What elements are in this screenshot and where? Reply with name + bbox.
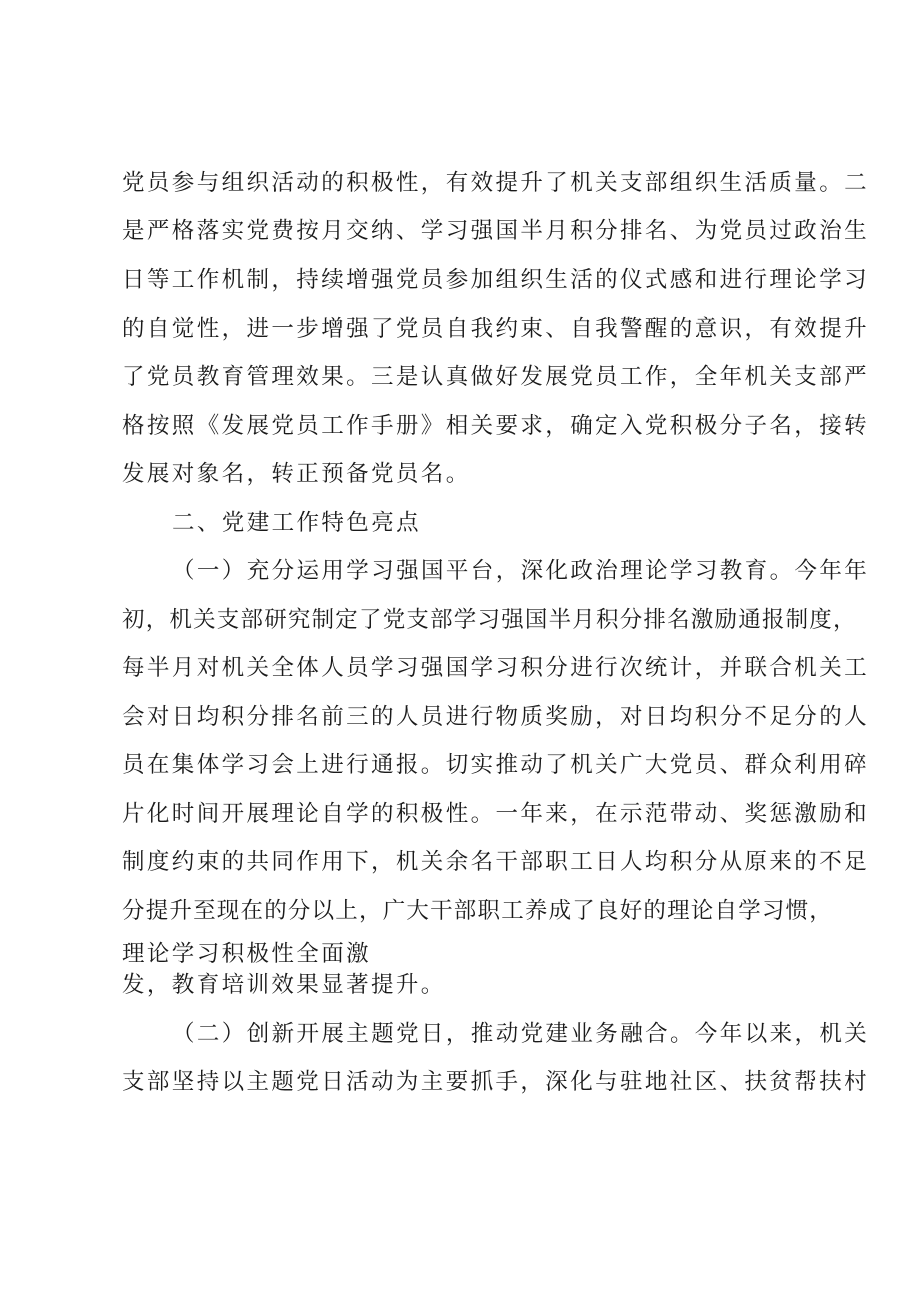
paragraph-line: 分提升至现在的分以上，广大干部职工养成了良好的理论自学习惯， xyxy=(122,898,834,924)
paragraph-line: （一）充分运用学习强国平台，深化政治理论学习教育。今年年 xyxy=(172,558,870,584)
paragraph-line: 会对日均积分排名前三的人员进行物质奖励，对日均积分不足分的人 xyxy=(122,704,870,730)
paragraph-line: 发，教育培训效果显著提升。 xyxy=(122,972,446,998)
paragraph-line: 理论学习积极性全面激 xyxy=(122,941,372,967)
paragraph-line: 党员参与组织活动的积极性，有效提升了机关支部组织生活质量。二 xyxy=(122,170,870,196)
paragraph-line: 日等工作机制，持续增强党员参加组织生活的仪式感和进行理论学习 xyxy=(122,267,870,293)
section-heading: 二、党建工作特色亮点 xyxy=(172,510,422,536)
paragraph-line: 初，机关支部研究制定了党支部学习强国半月积分排名激励通报制度， xyxy=(122,607,857,633)
paragraph-line: 制度约束的共同作用下，机关余名干部职工日人均积分从原来的不足 xyxy=(122,849,870,875)
paragraph-line: 发展对象名，转正预备党员名。 xyxy=(122,461,471,487)
paragraph-line: 员在集体学习会上进行通报。切实推动了机关广大党员、群众利用碎 xyxy=(122,752,870,778)
paragraph-line: 支部坚持以主题党日活动为主要抓手，深化与驻地社区、扶贫帮扶村 xyxy=(122,1069,870,1095)
paragraph-line: 片化时间开展理论自学的积极性。一年来，在示范带动、奖惩激励和 xyxy=(122,801,870,827)
paragraph-line: 是严格落实党费按月交纳、学习强国半月积分排名、为党员过政治生 xyxy=(122,218,870,244)
paragraph-line: 的自觉性，进一步增强了党员自我约束、自我警醒的意识，有效提升 xyxy=(122,316,870,342)
paragraph-line: 了党员教育管理效果。三是认真做好发展党员工作，全年机关支部严 xyxy=(122,364,870,390)
paragraph-line: 每半月对机关全体人员学习强国学习积分进行次统计，并联合机关工 xyxy=(122,655,870,681)
paragraph-line: 格按照《发展党员工作手册》相关要求，确定入党积极分子名，接转 xyxy=(122,413,870,439)
paragraph-line: （二）创新开展主题党日，推动党建业务融合。今年以来，机关 xyxy=(172,1021,870,1047)
